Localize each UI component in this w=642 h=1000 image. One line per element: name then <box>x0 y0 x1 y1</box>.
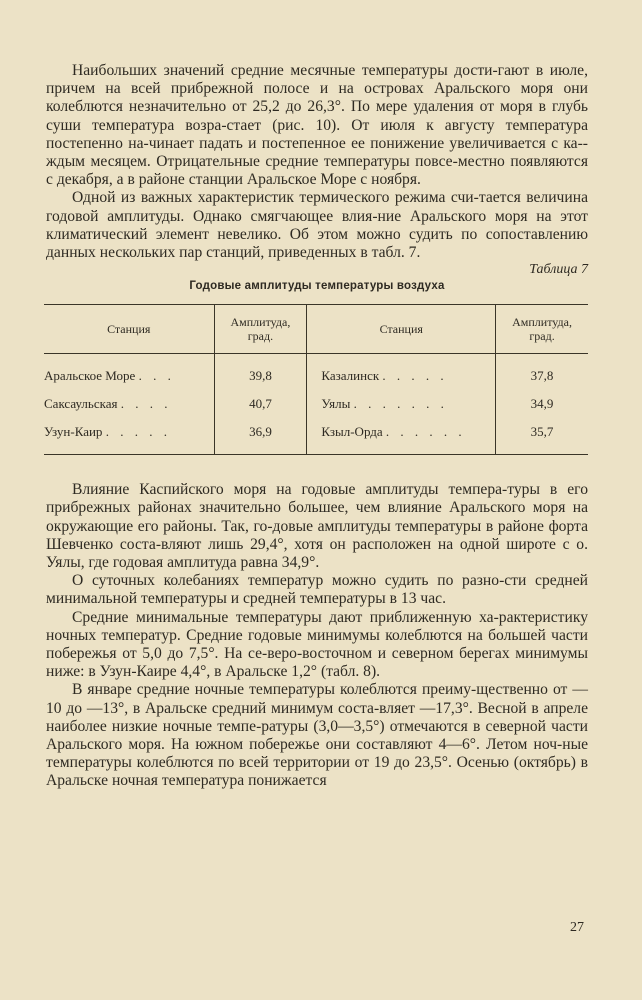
amplitude-value: 37,8 <box>496 354 588 391</box>
header-station-2: Станция <box>307 305 496 354</box>
table-header-row <box>44 305 588 354</box>
paragraph-daily-fluctuations: О суточных колебаниях температур можно судить по разно-сти средней минимальной температуры и средней температуры в 13 час. <box>46 572 588 608</box>
amplitude-value: 35,7 <box>496 418 588 455</box>
table-label: Таблица 7 <box>529 262 588 278</box>
page-body <box>46 62 588 791</box>
paragraph-july-temperatures: Наибольших значений средние месячные температуры дости-гают в июле, причем на всей прибрежной полосе и на островах Аральского моря они колеблются незначительно от 25,2 до 26,3°. По мере удаления от моря в глубь суши температура возра-стает (рис. 10). От июля к августу температура постепенно на-чинает падать и постепенное ее понижение увеличивается с ка-ждым месяцем. Отрицательные средние температуры повсе-местно появляются с декабря, а в районе станции Аральское Море с ноября. <box>46 62 588 189</box>
header-station-1: Станция <box>44 305 214 354</box>
paragraph-january-night-temperatures: В январе средние ночные температуры колеблются преиму-щественно от —10 до —13°, в Аральске средний минимум соста-вляет —17,3°. Весной в апреле наиболее низкие ночные темпе-ратуры (3,0—3,5°) отмечаются в северной части Аральского моря. На южном побережье они составляют 4—6°. Летом ноч-ные температуры колеблются по всей территории от 19 до 23,5°. Осенью (октябрь) в Аральске ночная температура понижается <box>46 681 588 790</box>
station-name: Казалинск <box>321 368 380 384</box>
amplitude-value: 39,8 <box>214 354 307 391</box>
station-name: Кзыл-Орда <box>321 424 383 440</box>
page-number: 27 <box>570 920 584 935</box>
header-amplitude-2: Амплитуда, град. <box>496 305 588 354</box>
station-name: Саксаульская <box>44 396 118 412</box>
header-amplitude-1: Амплитуда, град. <box>214 305 307 354</box>
table-title: Годовые амплитуды температуры воздуха <box>189 280 445 293</box>
table-row: Узун-Каир . . . . . 36,9 Кзыл-Орда . . . . . . 35,7 <box>44 418 588 455</box>
paragraph-annual-amplitude: Одной из важных характеристик термического режима счи-тается величина годовой амплитуды. Однако смягчающее влия-ние Аральского моря на этот климатический элемент невелико. Об этом можно судить по сопоставлению данных нескольких пар станций, приведенных в табл. 7. <box>46 189 588 262</box>
station-name: Узун-Каир <box>44 424 103 440</box>
amplitude-value: 40,7 <box>214 390 307 418</box>
amplitude-value: 34,9 <box>496 390 588 418</box>
table-row: Аральское Море . . . 39,8 Казалинск . . . . . 37,8 <box>44 354 588 391</box>
station-name: Аральское Море <box>44 368 136 384</box>
amplitude-table <box>44 304 588 455</box>
paragraph-caspian-influence: Влияние Каспийского моря на годовые амплитуды темпера-туры в его прибрежных районах значительно большее, чем влияние Аральского моря на окружающие его районы. Так, го-довые амплитуды температуры в районе форта Шевченко соста-вляют лишь 29,4°, хотя он расположен на одной широте с о. Уялы, где годовая амплитуда равна 34,9°. <box>46 481 588 572</box>
station-name: Уялы <box>321 396 351 412</box>
paragraph-minimum-temperatures: Средние минимальные температуры дают приближенную ха-рактеристику ночных температур. Средние годовые минимумы колеблются на большей части побережья от 5,0 до 7,5°. На се-веро-восточном и северном берегах минимумы ниже: в Узун-Каире 4,4°, в Аральске 1,2° (табл. 8). <box>46 608 588 681</box>
table-row: Саксаульская . . . . 40,7 Уялы . . . . . . . 34,9 <box>44 390 588 418</box>
amplitude-value: 36,9 <box>214 418 307 455</box>
